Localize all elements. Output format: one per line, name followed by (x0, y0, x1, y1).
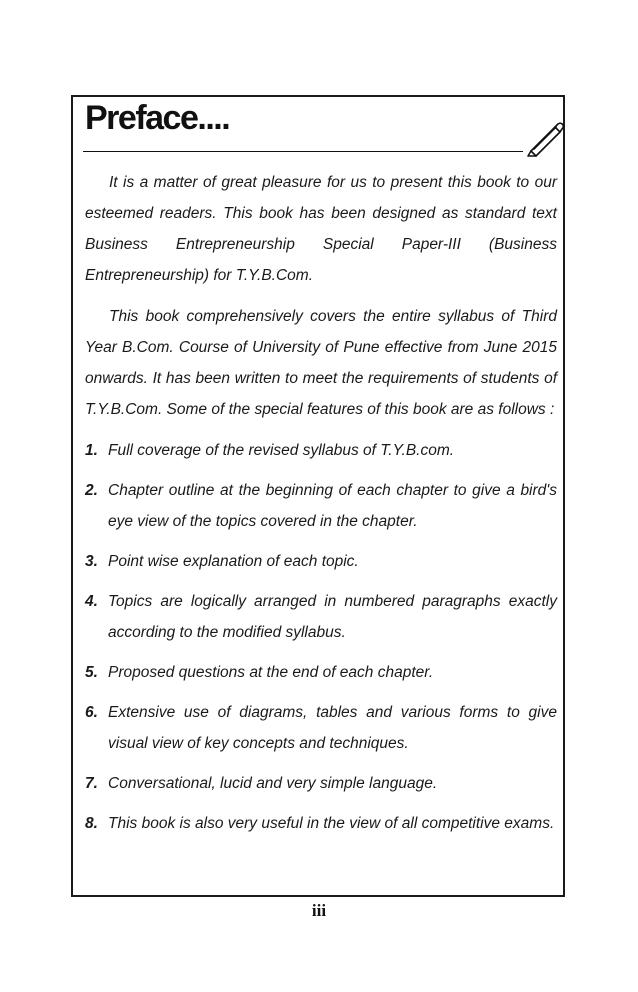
list-item (85, 768, 557, 799)
list-number: 6. (85, 704, 98, 721)
title-underline (83, 151, 523, 152)
list-number: 1. (85, 442, 98, 459)
list-text: Proposed questions at the end of each chapter. (108, 664, 434, 681)
list-item (85, 435, 557, 466)
list-text: Chapter outline at the beginning of each chapter to give a bird's eye view of the topics covered in the chapter. (108, 482, 557, 530)
list-item (85, 586, 557, 648)
list-item (85, 475, 557, 537)
list-text: Topics are logically arranged in numbered paragraphs exactly according to the modified syllabus. (108, 593, 557, 641)
list-text: Conversational, lucid and very simple language. (108, 775, 438, 792)
page-number: iii (311, 901, 327, 920)
list-item (85, 546, 557, 577)
list-item (85, 697, 557, 759)
features-list (85, 435, 557, 839)
list-item (85, 657, 557, 688)
list-number: 4. (85, 593, 98, 610)
list-text: Extensive use of diagrams, tables and various forms to give visual view of key concepts and techniques. (108, 704, 557, 752)
page-frame (71, 95, 565, 897)
list-number: 7. (85, 775, 98, 792)
list-number: 5. (85, 664, 98, 681)
list-item (85, 808, 557, 839)
list-number: 2. (85, 482, 98, 499)
list-text: This book is also very useful in the view of all competitive exams. (108, 815, 555, 832)
intro-paragraph: This book comprehensively covers the entire syllabus of Third Year B.Com. Course of University of Pune effective from June 2015 onwards. It has been written to meet the requirements of students of T.Y.B.Com. Some of the special features of this book are as follows : (85, 308, 557, 418)
list-number: 8. (85, 815, 98, 832)
list-text: Point wise explanation of each topic. (108, 553, 359, 570)
preface-body (85, 167, 557, 848)
list-number: 3. (85, 553, 98, 570)
pen-icon (525, 119, 565, 157)
page-title: Preface.... (85, 99, 230, 137)
intro-paragraph: It is a matter of great pleasure for us to present this book to our esteemed readers. This book has been designed as standard text Business Entrepreneurship Special Paper-III (Business Entrepreneurship) for T.Y.B.Com. (85, 174, 557, 284)
list-text: Full coverage of the revised syllabus of T.Y.B.com. (108, 442, 455, 459)
